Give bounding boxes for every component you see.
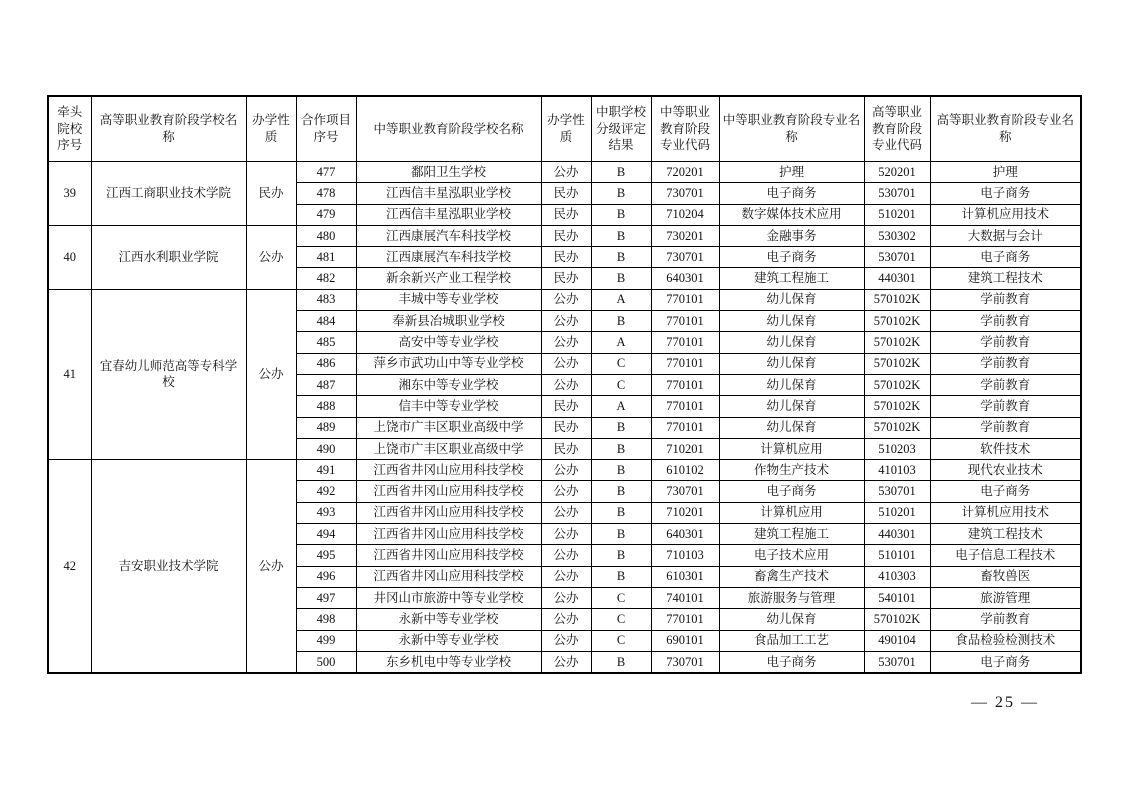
column-header-8: 中等职业教育阶段专业名称 bbox=[719, 96, 864, 162]
secondary-school-nature: 公办 bbox=[541, 502, 591, 523]
column-header-1: 高等职业教育阶段学校名称 bbox=[91, 96, 246, 162]
column-header-5: 办学性质 bbox=[541, 96, 591, 162]
project-no: 477 bbox=[296, 162, 356, 183]
grade-result: C bbox=[591, 374, 651, 395]
secondary-school-nature: 公办 bbox=[541, 545, 591, 566]
higher-major-name: 学前教育 bbox=[930, 609, 1081, 630]
higher-school-name: 江西工商职业技术学院 bbox=[91, 162, 246, 226]
secondary-major-name: 电子商务 bbox=[719, 247, 864, 268]
higher-major-code: 530701 bbox=[864, 481, 930, 502]
secondary-school-name: 永新中等专业学校 bbox=[356, 609, 541, 630]
secondary-major-name: 电子商务 bbox=[719, 183, 864, 204]
secondary-major-name: 幼儿保育 bbox=[719, 396, 864, 417]
project-no: 496 bbox=[296, 566, 356, 587]
secondary-major-name: 计算机应用 bbox=[719, 438, 864, 459]
secondary-major-name: 建筑工程施工 bbox=[719, 524, 864, 545]
higher-major-name: 学前教育 bbox=[930, 353, 1081, 374]
secondary-school-nature: 民办 bbox=[541, 225, 591, 246]
higher-school-name: 宜春幼儿师范高等专科学校 bbox=[91, 289, 246, 459]
grade-result: B bbox=[591, 545, 651, 566]
secondary-major-name: 畜禽生产技术 bbox=[719, 566, 864, 587]
project-no: 482 bbox=[296, 268, 356, 289]
higher-major-name: 学前教育 bbox=[930, 417, 1081, 438]
lead-college-seq: 42 bbox=[48, 460, 91, 673]
higher-major-name: 学前教育 bbox=[930, 374, 1081, 395]
higher-major-name: 电子商务 bbox=[930, 247, 1081, 268]
project-no: 495 bbox=[296, 545, 356, 566]
project-no: 487 bbox=[296, 374, 356, 395]
column-header-4: 中等职业教育阶段学校名称 bbox=[356, 96, 541, 162]
secondary-school-name: 江西康展汽车科技学校 bbox=[356, 247, 541, 268]
grade-result: B bbox=[591, 225, 651, 246]
higher-major-code: 510201 bbox=[864, 204, 930, 225]
higher-major-code: 530701 bbox=[864, 247, 930, 268]
higher-major-name: 建筑工程技术 bbox=[930, 524, 1081, 545]
project-no: 481 bbox=[296, 247, 356, 268]
secondary-school-nature: 民办 bbox=[541, 247, 591, 268]
secondary-major-code: 610102 bbox=[651, 460, 719, 481]
secondary-school-nature: 公办 bbox=[541, 460, 591, 481]
secondary-major-name: 金融事务 bbox=[719, 225, 864, 246]
higher-major-code: 440301 bbox=[864, 524, 930, 545]
higher-major-code: 510203 bbox=[864, 438, 930, 459]
table-row bbox=[48, 460, 1081, 481]
cooperation-projects-table bbox=[47, 95, 1082, 674]
secondary-major-name: 作物生产技术 bbox=[719, 460, 864, 481]
grade-result: B bbox=[591, 502, 651, 523]
grade-result: B bbox=[591, 268, 651, 289]
higher-major-code: 410303 bbox=[864, 566, 930, 587]
project-no: 483 bbox=[296, 289, 356, 310]
secondary-school-name: 湘东中等专业学校 bbox=[356, 374, 541, 395]
secondary-school-nature: 公办 bbox=[541, 289, 591, 310]
project-no: 499 bbox=[296, 630, 356, 651]
project-no: 485 bbox=[296, 332, 356, 353]
secondary-major-code: 710103 bbox=[651, 545, 719, 566]
secondary-major-name: 护理 bbox=[719, 162, 864, 183]
secondary-school-nature: 民办 bbox=[541, 183, 591, 204]
secondary-school-nature: 公办 bbox=[541, 651, 591, 673]
secondary-school-nature: 公办 bbox=[541, 566, 591, 587]
secondary-major-code: 730701 bbox=[651, 651, 719, 673]
higher-school-name: 江西水利职业学院 bbox=[91, 225, 246, 289]
column-header-6: 中职学校分级评定结果 bbox=[591, 96, 651, 162]
grade-result: B bbox=[591, 162, 651, 183]
project-no: 492 bbox=[296, 481, 356, 502]
higher-major-name: 建筑工程技术 bbox=[930, 268, 1081, 289]
secondary-major-name: 数字媒体技术应用 bbox=[719, 204, 864, 225]
secondary-school-nature: 公办 bbox=[541, 630, 591, 651]
grade-result: A bbox=[591, 332, 651, 353]
secondary-school-nature: 公办 bbox=[541, 311, 591, 332]
higher-major-name: 食品检验检测技术 bbox=[930, 630, 1081, 651]
grade-result: B bbox=[591, 204, 651, 225]
secondary-school-nature: 公办 bbox=[541, 162, 591, 183]
table-header-row bbox=[48, 96, 1081, 162]
table-row bbox=[48, 225, 1081, 246]
higher-major-code: 570102K bbox=[864, 417, 930, 438]
table-row bbox=[48, 162, 1081, 183]
project-no: 490 bbox=[296, 438, 356, 459]
secondary-major-name: 幼儿保育 bbox=[719, 609, 864, 630]
higher-major-name: 计算机应用技术 bbox=[930, 502, 1081, 523]
secondary-school-name: 鄱阳卫生学校 bbox=[356, 162, 541, 183]
secondary-major-code: 710204 bbox=[651, 204, 719, 225]
higher-major-name: 大数据与会计 bbox=[930, 225, 1081, 246]
secondary-school-name: 江西省井冈山应用科技学校 bbox=[356, 566, 541, 587]
secondary-school-name: 丰城中等专业学校 bbox=[356, 289, 541, 310]
secondary-school-name: 奉新县冶城职业学校 bbox=[356, 311, 541, 332]
secondary-school-nature: 公办 bbox=[541, 587, 591, 608]
grade-result: B bbox=[591, 183, 651, 204]
higher-major-name: 学前教育 bbox=[930, 332, 1081, 353]
secondary-major-name: 幼儿保育 bbox=[719, 374, 864, 395]
secondary-school-nature: 公办 bbox=[541, 524, 591, 545]
secondary-major-code: 710201 bbox=[651, 438, 719, 459]
project-no: 498 bbox=[296, 609, 356, 630]
secondary-major-code: 770101 bbox=[651, 289, 719, 310]
higher-major-code: 510201 bbox=[864, 502, 930, 523]
secondary-major-code: 770101 bbox=[651, 311, 719, 332]
grade-result: B bbox=[591, 524, 651, 545]
higher-major-name: 电子商务 bbox=[930, 481, 1081, 502]
secondary-major-code: 770101 bbox=[651, 417, 719, 438]
secondary-major-name: 幼儿保育 bbox=[719, 311, 864, 332]
secondary-major-code: 720201 bbox=[651, 162, 719, 183]
grade-result: B bbox=[591, 566, 651, 587]
project-no: 486 bbox=[296, 353, 356, 374]
secondary-school-name: 新余新兴产业工程学校 bbox=[356, 268, 541, 289]
higher-school-nature: 公办 bbox=[246, 460, 296, 673]
higher-major-code: 510101 bbox=[864, 545, 930, 566]
higher-major-code: 570102K bbox=[864, 609, 930, 630]
secondary-major-name: 电子技术应用 bbox=[719, 545, 864, 566]
higher-school-nature: 公办 bbox=[246, 289, 296, 459]
higher-major-code: 520201 bbox=[864, 162, 930, 183]
higher-school-name: 吉安职业技术学院 bbox=[91, 460, 246, 673]
higher-major-code: 530302 bbox=[864, 225, 930, 246]
secondary-school-nature: 民办 bbox=[541, 268, 591, 289]
table-row bbox=[48, 289, 1081, 310]
higher-major-code: 570102K bbox=[864, 332, 930, 353]
secondary-major-name: 计算机应用 bbox=[719, 502, 864, 523]
higher-major-name: 计算机应用技术 bbox=[930, 204, 1081, 225]
secondary-school-name: 江西省井冈山应用科技学校 bbox=[356, 545, 541, 566]
secondary-major-code: 610301 bbox=[651, 566, 719, 587]
column-header-10: 高等职业教育阶段专业名称 bbox=[930, 96, 1081, 162]
secondary-school-name: 上饶市广丰区职业高级中学 bbox=[356, 417, 541, 438]
secondary-school-nature: 公办 bbox=[541, 332, 591, 353]
higher-major-name: 电子商务 bbox=[930, 183, 1081, 204]
secondary-major-code: 770101 bbox=[651, 609, 719, 630]
secondary-major-name: 幼儿保育 bbox=[719, 417, 864, 438]
higher-major-name: 电子商务 bbox=[930, 651, 1081, 673]
secondary-major-name: 电子商务 bbox=[719, 481, 864, 502]
higher-major-name: 现代农业技术 bbox=[930, 460, 1081, 481]
higher-major-name: 学前教育 bbox=[930, 311, 1081, 332]
secondary-school-name: 江西省井冈山应用科技学校 bbox=[356, 502, 541, 523]
higher-school-nature: 民办 bbox=[246, 162, 296, 226]
project-no: 480 bbox=[296, 225, 356, 246]
secondary-major-code: 730701 bbox=[651, 481, 719, 502]
page-number: — 25 — bbox=[971, 694, 1039, 711]
higher-major-code: 540101 bbox=[864, 587, 930, 608]
secondary-school-name: 东乡机电中等专业学校 bbox=[356, 651, 541, 673]
higher-major-code: 570102K bbox=[864, 374, 930, 395]
column-header-2: 办学性质 bbox=[246, 96, 296, 162]
secondary-major-name: 建筑工程施工 bbox=[719, 268, 864, 289]
lead-college-seq: 39 bbox=[48, 162, 91, 226]
secondary-major-code: 730701 bbox=[651, 247, 719, 268]
higher-major-code: 530701 bbox=[864, 183, 930, 204]
project-no: 478 bbox=[296, 183, 356, 204]
project-no: 491 bbox=[296, 460, 356, 481]
higher-major-code: 490104 bbox=[864, 630, 930, 651]
secondary-major-code: 730701 bbox=[651, 183, 719, 204]
secondary-major-code: 770101 bbox=[651, 332, 719, 353]
higher-major-code: 570102K bbox=[864, 353, 930, 374]
secondary-school-nature: 民办 bbox=[541, 204, 591, 225]
secondary-school-name: 江西信丰星泓职业学校 bbox=[356, 183, 541, 204]
column-header-7: 中等职业教育阶段专业代码 bbox=[651, 96, 719, 162]
column-header-9: 高等职业教育阶段专业代码 bbox=[864, 96, 930, 162]
secondary-major-code: 640301 bbox=[651, 524, 719, 545]
project-no: 488 bbox=[296, 396, 356, 417]
project-no: 489 bbox=[296, 417, 356, 438]
higher-major-name: 软件技术 bbox=[930, 438, 1081, 459]
secondary-school-nature: 公办 bbox=[541, 481, 591, 502]
secondary-major-name: 幼儿保育 bbox=[719, 289, 864, 310]
secondary-school-name: 江西省井冈山应用科技学校 bbox=[356, 524, 541, 545]
secondary-school-nature: 民办 bbox=[541, 438, 591, 459]
secondary-major-name: 幼儿保育 bbox=[719, 353, 864, 374]
higher-major-name: 学前教育 bbox=[930, 396, 1081, 417]
grade-result: B bbox=[591, 438, 651, 459]
grade-result: B bbox=[591, 311, 651, 332]
higher-major-name: 学前教育 bbox=[930, 289, 1081, 310]
higher-school-nature: 公办 bbox=[246, 225, 296, 289]
higher-major-name: 电子信息工程技术 bbox=[930, 545, 1081, 566]
secondary-major-code: 770101 bbox=[651, 396, 719, 417]
secondary-school-name: 江西省井冈山应用科技学校 bbox=[356, 481, 541, 502]
higher-major-code: 440301 bbox=[864, 268, 930, 289]
project-no: 500 bbox=[296, 651, 356, 673]
grade-result: C bbox=[591, 609, 651, 630]
higher-major-name: 护理 bbox=[930, 162, 1081, 183]
project-no: 494 bbox=[296, 524, 356, 545]
secondary-school-name: 高安中等专业学校 bbox=[356, 332, 541, 353]
higher-major-code: 570102K bbox=[864, 311, 930, 332]
project-no: 497 bbox=[296, 587, 356, 608]
secondary-school-name: 井冈山市旅游中等专业学校 bbox=[356, 587, 541, 608]
grade-result: B bbox=[591, 481, 651, 502]
table-body bbox=[48, 162, 1081, 674]
secondary-school-nature: 公办 bbox=[541, 353, 591, 374]
grade-result: B bbox=[591, 651, 651, 673]
secondary-major-name: 食品加工工艺 bbox=[719, 630, 864, 651]
secondary-school-name: 江西信丰星泓职业学校 bbox=[356, 204, 541, 225]
grade-result: C bbox=[591, 587, 651, 608]
secondary-school-nature: 公办 bbox=[541, 374, 591, 395]
column-header-3: 合作项目序号 bbox=[296, 96, 356, 162]
secondary-school-name: 江西省井冈山应用科技学校 bbox=[356, 460, 541, 481]
secondary-major-name: 幼儿保育 bbox=[719, 332, 864, 353]
secondary-major-name: 旅游服务与管理 bbox=[719, 587, 864, 608]
grade-result: B bbox=[591, 417, 651, 438]
lead-college-seq: 40 bbox=[48, 225, 91, 289]
project-no: 479 bbox=[296, 204, 356, 225]
secondary-school-name: 永新中等专业学校 bbox=[356, 630, 541, 651]
higher-major-name: 旅游管理 bbox=[930, 587, 1081, 608]
grade-result: B bbox=[591, 460, 651, 481]
secondary-school-name: 萍乡市武功山中等专业学校 bbox=[356, 353, 541, 374]
secondary-school-name: 上饶市广丰区职业高级中学 bbox=[356, 438, 541, 459]
secondary-major-code: 640301 bbox=[651, 268, 719, 289]
project-no: 484 bbox=[296, 311, 356, 332]
secondary-school-nature: 民办 bbox=[541, 396, 591, 417]
higher-major-name: 畜牧兽医 bbox=[930, 566, 1081, 587]
higher-major-code: 570102K bbox=[864, 289, 930, 310]
secondary-major-code: 710201 bbox=[651, 502, 719, 523]
grade-result: C bbox=[591, 353, 651, 374]
higher-major-code: 410103 bbox=[864, 460, 930, 481]
secondary-school-nature: 公办 bbox=[541, 609, 591, 630]
higher-major-code: 530701 bbox=[864, 651, 930, 673]
secondary-school-name: 江西康展汽车科技学校 bbox=[356, 225, 541, 246]
grade-result: A bbox=[591, 289, 651, 310]
secondary-school-name: 信丰中等专业学校 bbox=[356, 396, 541, 417]
secondary-major-code: 770101 bbox=[651, 353, 719, 374]
column-header-0: 牵头院校序号 bbox=[48, 96, 91, 162]
grade-result: A bbox=[591, 396, 651, 417]
secondary-major-code: 740101 bbox=[651, 587, 719, 608]
secondary-major-name: 电子商务 bbox=[719, 651, 864, 673]
secondary-major-code: 770101 bbox=[651, 374, 719, 395]
project-no: 493 bbox=[296, 502, 356, 523]
grade-result: B bbox=[591, 247, 651, 268]
higher-major-code: 570102K bbox=[864, 396, 930, 417]
secondary-school-nature: 民办 bbox=[541, 417, 591, 438]
secondary-major-code: 690101 bbox=[651, 630, 719, 651]
grade-result: C bbox=[591, 630, 651, 651]
secondary-major-code: 730201 bbox=[651, 225, 719, 246]
lead-college-seq: 41 bbox=[48, 289, 91, 459]
